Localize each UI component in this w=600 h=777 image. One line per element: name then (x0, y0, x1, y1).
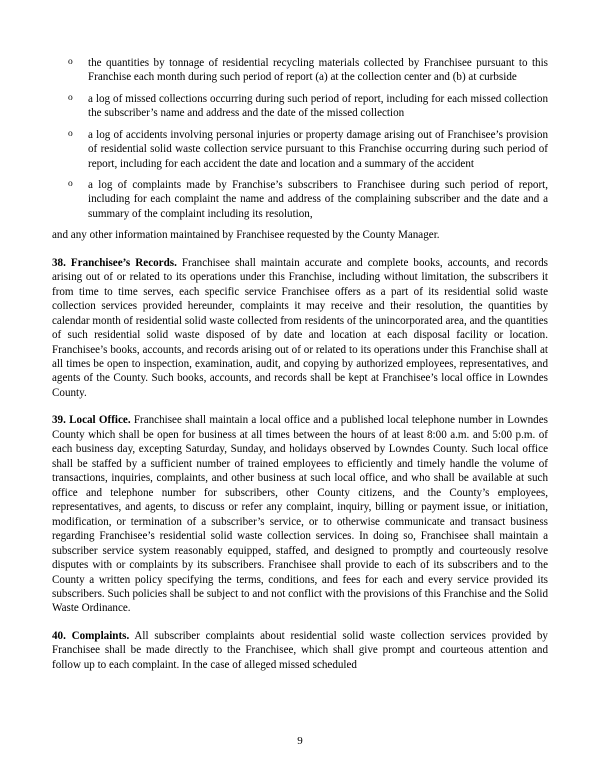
list-item (52, 56, 548, 85)
bullet-marker-icon: o (68, 128, 73, 139)
list-item (52, 92, 548, 121)
section-number-38: 38. (52, 256, 66, 269)
list-item (52, 128, 548, 171)
section-number-40: 40. (52, 629, 66, 642)
list-item-text: the quantities by tonnage of residential recycling materials collected by Franchisee pursuant to this Franchise each month during such period of report (a) at the collection center and (b) at curbside (88, 57, 548, 84)
bullet-list (52, 56, 548, 221)
bullet-marker-icon: o (68, 178, 73, 189)
list-item-text: a log of missed collections occurring during such period of report, including for each missed collection the subscriber’s name and address and the date of the missed collection (88, 92, 548, 120)
section-heading-39: Local Office. (69, 414, 131, 427)
section-paragraph-40 (52, 629, 548, 672)
section-body-38: Franchisee shall maintain accurate and complete books, accounts, and records arising out of or related to its operations under this Franchise, including without limitation, the subscribers it from time to time serves, each specific service Franchisee offers as a part of its residential solid waste collection services provided hereunder, complaints it may receive and their resolution, the quantities by calendar month of residential solid waste collected from residents of the unincorporated area, and the quantities of such residential solid waste disposed of by date and location at each disposal facility or location. Franchisee’s books, accounts, and records arising out of or related to its operations under this Franchise shall at all times be open to inspection, examination, audit, and copying by authorized employees, representatives, and agents of the County. Such books, accounts, and records shall be kept at Franchisee’s local office in Lowndes County. (52, 256, 548, 399)
section-heading-38: Franchisee’s Records. (70, 256, 177, 269)
section-paragraph-38 (52, 256, 548, 401)
bullet-marker-icon: o (68, 92, 73, 103)
section-body-39: Franchisee shall maintain a local office and a published local telephone number in Lowndes County which shall be open for business at all times between the hours of at least 8:00 a.m. and 5:00 p.m. of each business day, excepting Saturday, Sunday, and holidays observed by Lowndes County. Such local office shall be staffed by a sufficient number of trained employees to efficiently and timely handle the volume of transactions, inquiries, complaints, and other business at such local office, and who shall be available at such office and telephone number for subscribers, other County citizens, and the County’s employees, representatives, and agents, to discuss or refer any complaint, inquiry, billing or payment issue, or initiation, modification, or termination of a subscriber’s service, or to otherwise communicate and transact business regarding Franchisee’s residential solid waste collection services. In doing so, Franchisee shall maintain a subscriber service system reasonably equipped, staffed, and designed to promptly and courteously resolve disputes with or complaints by its subscribers. Franchisee shall provide to each of its subscribers and to the County a written policy specifying the terms, conditions, and fees for each and every service provided its subscribers. Such policies shall be subject to and not conflict with the provisions of this Franchise and the Solid Waste Ordinance. (52, 414, 548, 615)
list-item (52, 178, 548, 221)
bullet-marker-icon: o (68, 57, 73, 67)
section-number-39: 39. (52, 414, 66, 427)
list-item-text: a log of accidents involving personal injuries or property damage arising out of Franchisee’s provision of residential solid waste collection service pursuant to this Franchise occurring during such period of report, including for each accident the date and location and a summary of the accident (88, 128, 548, 170)
page-number: 9 (297, 735, 303, 747)
section-paragraph-39 (52, 413, 548, 616)
list-item-text: a log of complaints made by Franchise’s subscribers to Franchisee during such period of report, including for each complaint the name and address of the complaining subscriber and the date and a summary of the complaint including its resolution, (88, 178, 548, 220)
section-body-40: All subscriber complaints about residential solid waste collection services provided by Franchisee shall be made directly to the Franchisee, which shall give prompt and courteous attention and follow up to each complaint. In the case of alleged missed scheduled (52, 629, 548, 671)
list-continuation-text: and any other information maintained by Franchisee requested by the County Manager. (52, 229, 440, 242)
section-heading-40: Complaints. (71, 629, 130, 642)
